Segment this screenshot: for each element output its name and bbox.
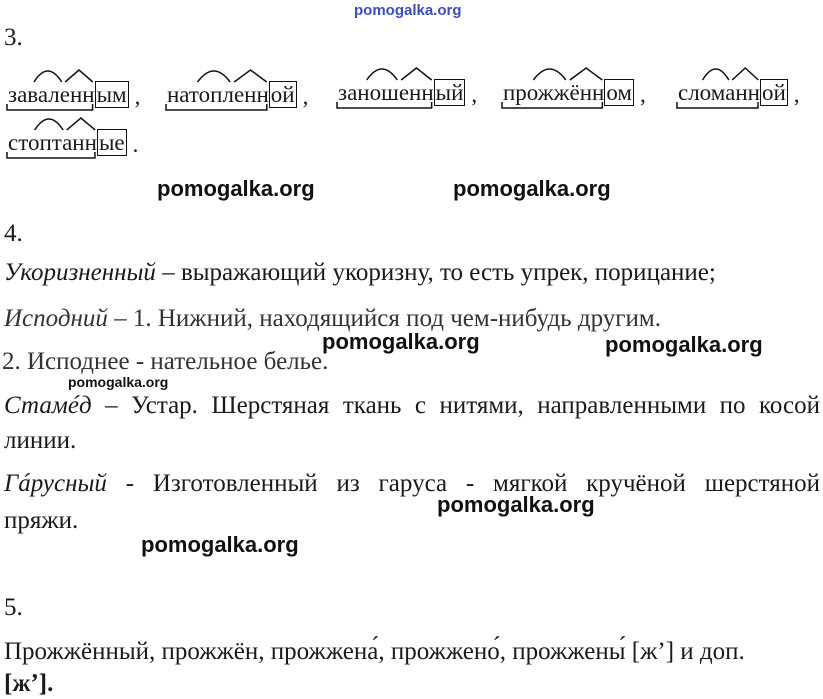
stem-bracket: [501, 102, 604, 112]
definition-term: Стамéд: [4, 392, 92, 419]
section-number-5: 5.: [4, 594, 23, 621]
word-ending-box: ой: [761, 80, 786, 105]
word-ending-box: ый: [435, 80, 464, 105]
word-stem: натопленн: [167, 82, 269, 107]
definition-continuation: линии.: [4, 427, 77, 454]
watermark: pomogalka.org: [605, 332, 763, 357]
word-stem: заваленн: [8, 82, 95, 107]
punctuation: .: [132, 132, 139, 157]
word-ending-box: ой: [270, 82, 295, 107]
definition-continuation: пряжи.: [4, 507, 79, 534]
section-number-3: 3.: [4, 24, 23, 51]
definition-text: 2. Исподнее - нательное белье.: [2, 348, 329, 375]
definition-term: Укоризненный: [4, 259, 156, 286]
word-ending-box: ом: [606, 80, 632, 105]
root-arc: [367, 69, 398, 80]
morpheme-word: [338, 80, 478, 107]
word-ending-box: ые: [98, 130, 125, 155]
suffix-mark: [234, 70, 267, 82]
definition-term: Исподний: [4, 305, 108, 332]
suffix-mark: [401, 68, 432, 80]
punctuation: ,: [471, 82, 478, 107]
morpheme-word: [8, 130, 139, 157]
root-arc: [34, 71, 62, 82]
punctuation: ,: [302, 84, 309, 109]
watermark: pomogalka.org: [141, 532, 299, 557]
stem-bracket: [676, 102, 760, 112]
suffix-mark: [570, 68, 602, 80]
root-arc: [35, 119, 63, 130]
period: .: [47, 670, 54, 697]
watermark: pomogalka.org: [322, 329, 480, 354]
watermark: pomogalka.org: [68, 374, 169, 390]
morpheme-marks: [167, 64, 273, 86]
morpheme-marks: [8, 64, 99, 86]
punctuation: ,: [134, 84, 141, 109]
stem-bracket: [165, 104, 269, 114]
morpheme-word: [503, 80, 646, 107]
morpheme-marks: [678, 62, 764, 84]
dash: -: [106, 470, 153, 497]
watermark-top: pomogalka.org: [354, 2, 462, 19]
dash: –: [91, 392, 132, 419]
definition-text: 1. Нижний, находящийся под чем-нибудь другим.: [132, 305, 661, 332]
stem-bracket: [6, 152, 97, 162]
watermark: pomogalka.org: [437, 492, 595, 517]
word-stem: заношенн: [338, 80, 434, 105]
sound-transcription: [жʼ]: [4, 670, 48, 697]
suffix-mark: [65, 70, 93, 82]
word-stem: прожжённ: [503, 80, 605, 105]
morpheme-marks: [338, 62, 438, 84]
suffix-mark: [67, 118, 95, 130]
suffix-mark: [732, 68, 758, 80]
definition-line: [4, 470, 820, 498]
definition-text: выражающий укоризну, то есть упрек, порицание;: [180, 259, 716, 286]
definition-text: Изготовленный из гаруса - мягкой кручёной шерстяной: [152, 470, 820, 497]
punctuation: ,: [639, 82, 646, 107]
root-arc: [198, 71, 231, 82]
watermark: pomogalka.org: [453, 176, 611, 201]
definition-term: Гáрусный: [4, 470, 107, 497]
stress-forms-continuation: [4, 670, 53, 698]
definition-line: [4, 392, 820, 420]
root-arc: [703, 69, 729, 80]
morpheme-word: [167, 82, 309, 109]
punctuation: ,: [793, 82, 800, 107]
morpheme-word: [8, 82, 141, 109]
word-stem: сломанн: [678, 80, 760, 105]
morpheme-marks: [503, 62, 608, 84]
definition-text: Устар. Шерстяная ткань с нитями, направленными по косой: [131, 392, 821, 419]
section-number-4: 4.: [4, 220, 23, 247]
root-arc: [533, 69, 565, 80]
definition-line: [2, 348, 328, 376]
stress-forms-line: Прожжённый, прожжён, прожжена́, прожжено́, прожжены́ [ж’] и доп.: [4, 638, 745, 665]
word-ending-box: ым: [96, 82, 127, 107]
dash: –: [107, 305, 133, 332]
dash: –: [155, 259, 181, 286]
word-stem: стоптанн: [8, 130, 97, 155]
morpheme-marks: [8, 112, 101, 134]
definition-line: [4, 259, 716, 287]
watermark: pomogalka.org: [157, 176, 315, 201]
morpheme-word: [678, 80, 800, 107]
stem-bracket: [336, 102, 434, 112]
